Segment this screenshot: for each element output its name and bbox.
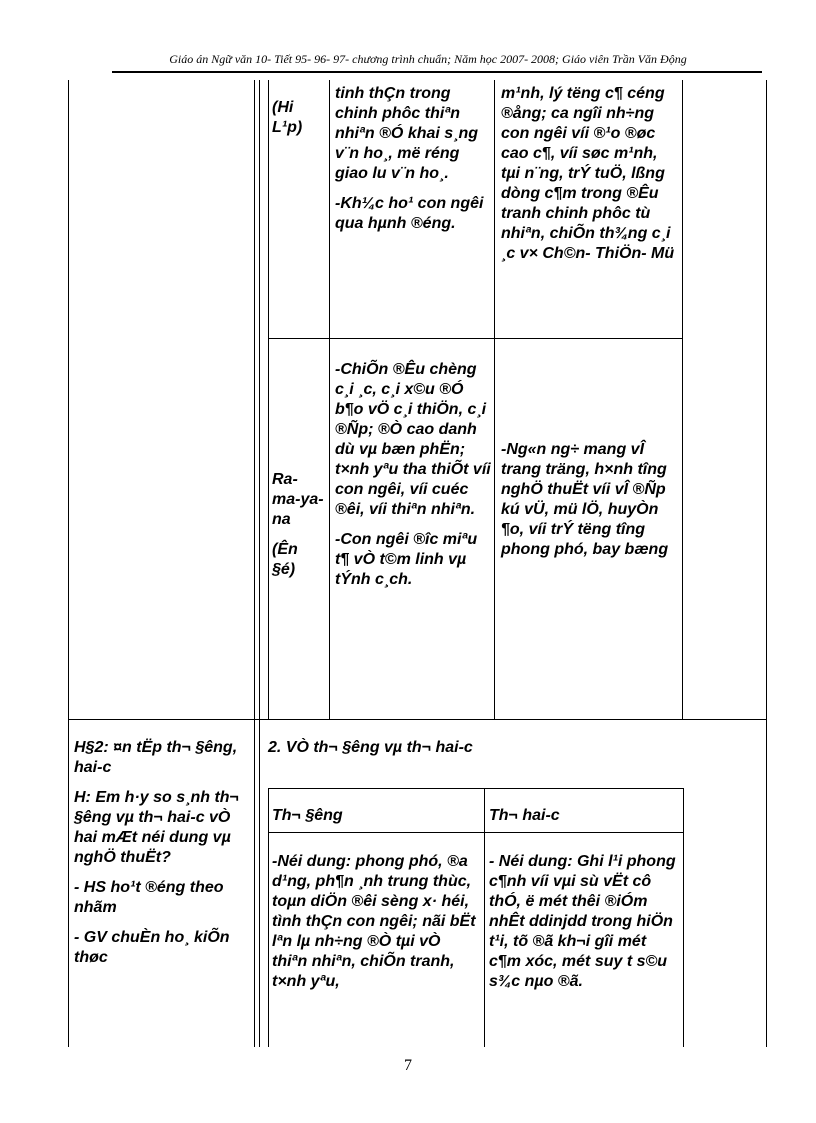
- epic-name-greek: (Hi L¹p): [272, 99, 303, 136]
- epic-name-ramayana: Ra-ma-ya-na (Ên §é): [272, 471, 324, 578]
- poem-table-header-tang: Th¬ §êng: [272, 807, 343, 824]
- header-rule: [112, 71, 762, 73]
- poem-table-top-border: [268, 788, 683, 789]
- poem-table-col-divider: [484, 788, 485, 1047]
- inner-col-divider-1: [329, 80, 330, 719]
- poem-table-left-border: [268, 788, 269, 1047]
- section-heading: 2. VÒ th¬ §êng vµ th¬ hai-c: [268, 739, 473, 756]
- poem-table-right-border: [683, 788, 684, 1047]
- inner-table-right-border: [682, 80, 683, 719]
- content-cell-row1: tinh thÇn trong chinh phôc thiªn nhiªn ®Ó khai s¸ng v¨n ho¸, më réng giao lu v¨n ho¸. -Kh¼c ho¹ con ngêi qua hµnh ®éng.: [335, 85, 484, 232]
- inner-row-divider: [268, 338, 682, 339]
- art-cell-row1: m¹nh, lý tëng c¶ céng ®ång; ca ngîi nh÷ng con ngêi víi ®¹o ®øc cao c¶, víi søc m¹nh, tµi n¨ng, trÝ tuÖ, lßng dòng c¶m trong ®Êu tranh chinh phôc tù nhiªn, chiÕn th¾ng c¸i ¸c v× Ch©n- ThiÖn- Mü: [501, 85, 675, 262]
- inner-table-left-border: [268, 80, 269, 719]
- poem-table-cell-haiku: - Néi dung: Ghi l¹i phong c¶nh víi vµi sù vËt cô thÓ, ë mét thêi ®iÓm nhÊt ddinjdd trong hiÖn t¹i, tõ ®ã kh¬i gîi mét c¶m xóc, mét suy t s©u s¾c nµo ®ã.: [489, 853, 676, 990]
- inner-col-divider-2: [494, 80, 495, 719]
- activity-title: H§2: ¤n tËp th¬ §êng, hai-c: [74, 739, 238, 776]
- page-number: 7: [404, 1057, 412, 1074]
- section-divider-b: [259, 80, 260, 1047]
- art-cell-row2: -Ng«n ng÷ mang vÎ trang träng, h×nh tîng nghÖ thuËt víi vÎ ®Ñp kú vÜ, mü lÖ, huyÒn ¶o, víi trÝ tëng tîng phong phó, bay bæng: [501, 441, 669, 558]
- teacher-activity: - GV chuÈn ho¸ kiÕn thøc: [74, 929, 230, 966]
- outer-right-border: [766, 80, 767, 1047]
- poem-table-header-divider: [268, 832, 683, 833]
- activity-column: [74, 738, 252, 968]
- content-cell-row2: -ChiÕn ®Êu chèng c¸i ¸c, c¸i x©u ®Ó b¶o vÖ c¸i thiÖn, c¸i ®Ñp; ®Ò cao danh dù vµ bæn phËn; t×nh yªu tha thiÕt víi con ngêi, víi cuéc ®êi, víi thiªn nhiªn. -Con ngêi ®îc miªu t¶ vÒ t©m linh vµ tÝnh c¸ch.: [335, 361, 491, 588]
- page-header: Giáo án Ngữ văn 10- Tiết 95- 96- 97- chương trình chuẩn; Năm học 2007- 2008; Giáo viên Trần Văn Động: [169, 52, 687, 66]
- section-separator: [68, 719, 766, 720]
- teacher-question: H: Em h·y so s¸nh th¬ §êng vµ th¬ hai-c vÒ hai mÆt néi dung vµ nghÖ thuËt?: [74, 789, 239, 866]
- outer-left-border: [68, 80, 69, 1047]
- poem-table-header-haiku: Th¬ hai-c: [489, 807, 560, 824]
- student-activity: - HS ho¹t ®éng theo nhãm: [74, 879, 224, 916]
- section-divider-a: [254, 80, 255, 1047]
- poem-table-cell-tang: -Néi dung: phong phó, ®a d¹ng, ph¶n ¸nh trung thùc, toµn diÖn ®êi sèng x· héi, tình thÇn con ngêi; nãi bËt lªn lµ nh÷ng ®Ò tµi vÒ thiªn nhiªn, chiÕn tranh, t×nh yªu,: [272, 853, 476, 990]
